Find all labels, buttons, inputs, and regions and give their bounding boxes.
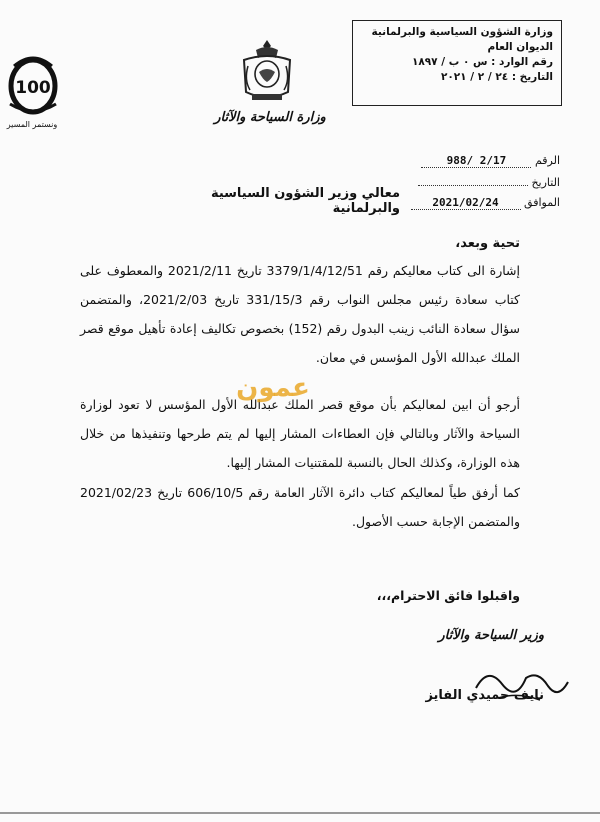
page-bottom-edge [0,812,600,814]
handwritten-signature [468,648,578,718]
stamp-ministry-line: وزارة الشؤون السياسية والبرلمانية [371,26,553,38]
date-label: التاريخ [531,176,560,189]
date-row [418,176,560,189]
stamp-incoming-number [361,55,553,70]
stamp-office-line: الديوان العام [487,41,553,53]
reference-number-label: الرقم [534,154,560,167]
letter-addressee: معالي وزير الشؤون السياسية والبرلمانية [210,186,400,216]
ministry-name-heading: وزارة السياحة والآثار [214,110,326,125]
reference-number-value: 988/ 2/17 [421,154,531,168]
signatory-name: نايف حميدي الفايز [425,688,544,703]
date-value [418,185,528,186]
coat-of-arms-emblem [238,36,296,106]
signatory-title: وزير السياحة والآثار [438,628,544,643]
letter-greeting: تحية وبعد، [455,236,520,251]
reference-number-row [421,154,560,168]
centenary-100-logo [4,52,62,118]
stamp-date-label: التاريخ : [511,71,553,83]
corresponding-date-value: 2021/02/24 [411,196,521,210]
letter-paragraph-3: كما أرفق طياً لمعاليكم كتاب دائرة الآثار العامة رقم 606/10/5 تاريخ 2021/02/23 والمتضمن الإجابة حسب الأصول. [80,485,520,529]
watermark-text: عمون [236,373,310,403]
logo-caption: ونستمر المسير [6,120,58,129]
news-site-watermark [228,364,318,410]
incoming-registration-stamp [352,20,562,106]
letter-closing: واقبلوا فائق الاحترام،،، [376,588,520,603]
corresponding-date-label: الموافق [524,196,560,209]
stamp-incoming-number-value: س ٠ ب / ١٨٩٧ [411,56,488,68]
letter-paragraph-1: إشارة الى كتاب معاليكم رقم 3379/1/4/12/51 تاريخ 2021/2/11 والمعطوف على كتاب سعادة رئيس مجلس النواب رقم 331/15/3 تاريخ 2021/2/03، والمتضمن سؤال سعادة النائب زينب البدول رقم (152) بخصوص تكاليف إعادة تأهيل موقع قصر الملك عبدالله الأول المؤسس في معان. [80,263,521,365]
stamp-incoming-number-label: رقم الوارد : [491,56,553,68]
stamp-date-value: ٢٤ / ٢ / ٢٠٢١ [440,71,509,83]
corresponding-date-row [411,196,560,210]
letter-paragraph-2: أرجو أن ابين لمعاليكم بأن موقع قصر الملك عبدالله الأول المؤسس لا تعود لوزارة السياحة والآثار وبالتالي فإن العطاءات المشار إليها لم يتم طرحها وتنفيذها من خلال هذه الوزارة، وكذلك الحال بالنسبة للمقتنيات المشار إليها. [80,397,520,470]
logo-number: 100 [15,78,51,98]
stamp-date [361,70,553,85]
